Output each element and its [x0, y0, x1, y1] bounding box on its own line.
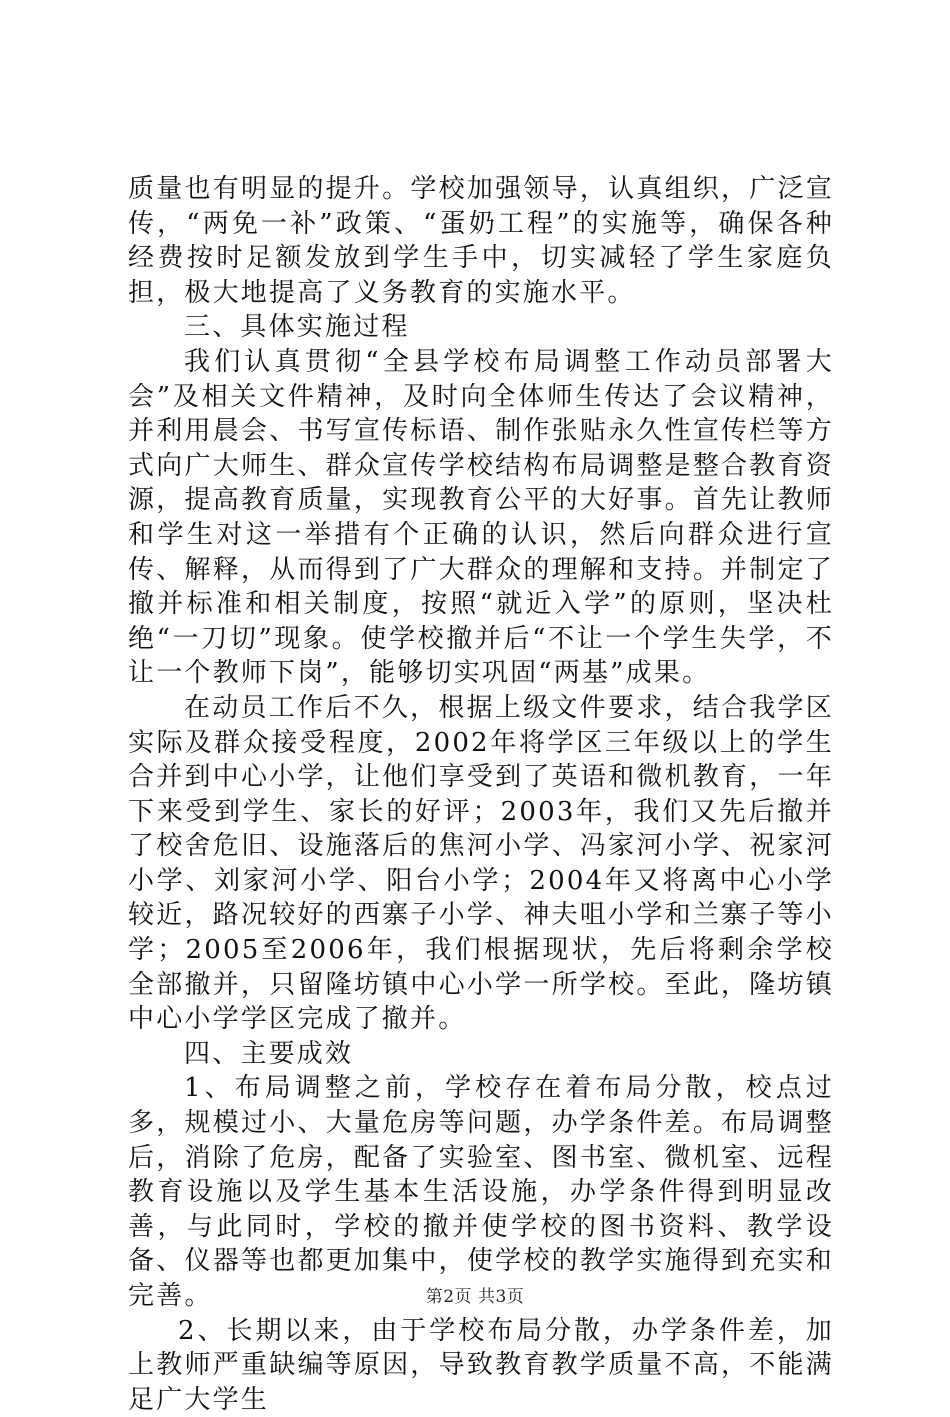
section-heading-results: 四、主要成效 [184, 1038, 354, 1069]
paragraph-implementation-mobilization: 我们认真贯彻“全县学校布局调整工作动员部署大会”及相关文件精神，及时向全体师生传达了会议精神，并利用晨会、书写宣传标语、制作张贴永久性宣传栏等方式向广大师生、群众宣传学校结构布局调整是整合教育资源，提高教育质量，实现教育公平的大好事。首先让教师和学生对这一举措有个正确的认识，然后向群众进行宣传、解释，从而得到了广大群众的理解和支持。并制定了撤并标准和相关制度，按照“就近入学”的原则，坚决杜绝“一刀切”现象。使学校撤并后“不让一个学生失学，不让一个教师下岗”，能够切实巩固“两基”成果。 [128, 346, 834, 689]
paragraph-result-2: 2、长期以来，由于学校布局分散，办学条件差，加上教师严重缺编等原因，导致教育教学质量不高，不能满足广大学生 [128, 1315, 834, 1415]
document-body [128, 172, 834, 1417]
section-heading-implementation: 三、具体实施过程 [184, 312, 410, 343]
paragraph-implementation-merging: 在动员工作后不久，根据上级文件要求，结合我学区实际及群众接受程度，2002年将学区三年级以上的学生合并到中心小学，让他们享受到了英语和微机教育，一年下来受到学生、家长的好评；2003年，我们又先后撤并了校舍危旧、设施落后的焦河小学、冯家河小学、祝家河小学、刘家河小学、阳台小学；2004年又将离中心小学较近，路况较好的西寨子小学、神夫咀小学和兰寨子等小学；2005至2006年，我们根据现状，先后将剩余学校全部撤并，只留隆坊镇中心小学一所学校。至此，隆坊镇中心小学学区完成了撤并。 [128, 692, 834, 1035]
paragraph-result-1: 1、布局调整之前，学校存在着布局分散，校点过多，规模过小、大量危房等问题，办学条件差。布局调整后，消除了危房，配备了实验室、图书室、微机室、远程教育设施以及学生基本生活设施，办学条件得到明显改善，与此同时，学校的撤并使学校的图书资料、教学设备、仪器等也都更加集中，使学校的教学实施得到充实和完善。 [128, 1073, 834, 1311]
paragraph-continuation: 质量也有明显的提升。学校加强领导，认真组织，广泛宣传，“两免一补”政策、“蛋奶工程”的实施等，确保各种经费按时足额发放到学生手中，切实减轻了学生家庭负担，极大地提高了义务教育的实施水平。 [128, 174, 834, 308]
page-number-footer: 第2页 共3页 [425, 1287, 525, 1307]
